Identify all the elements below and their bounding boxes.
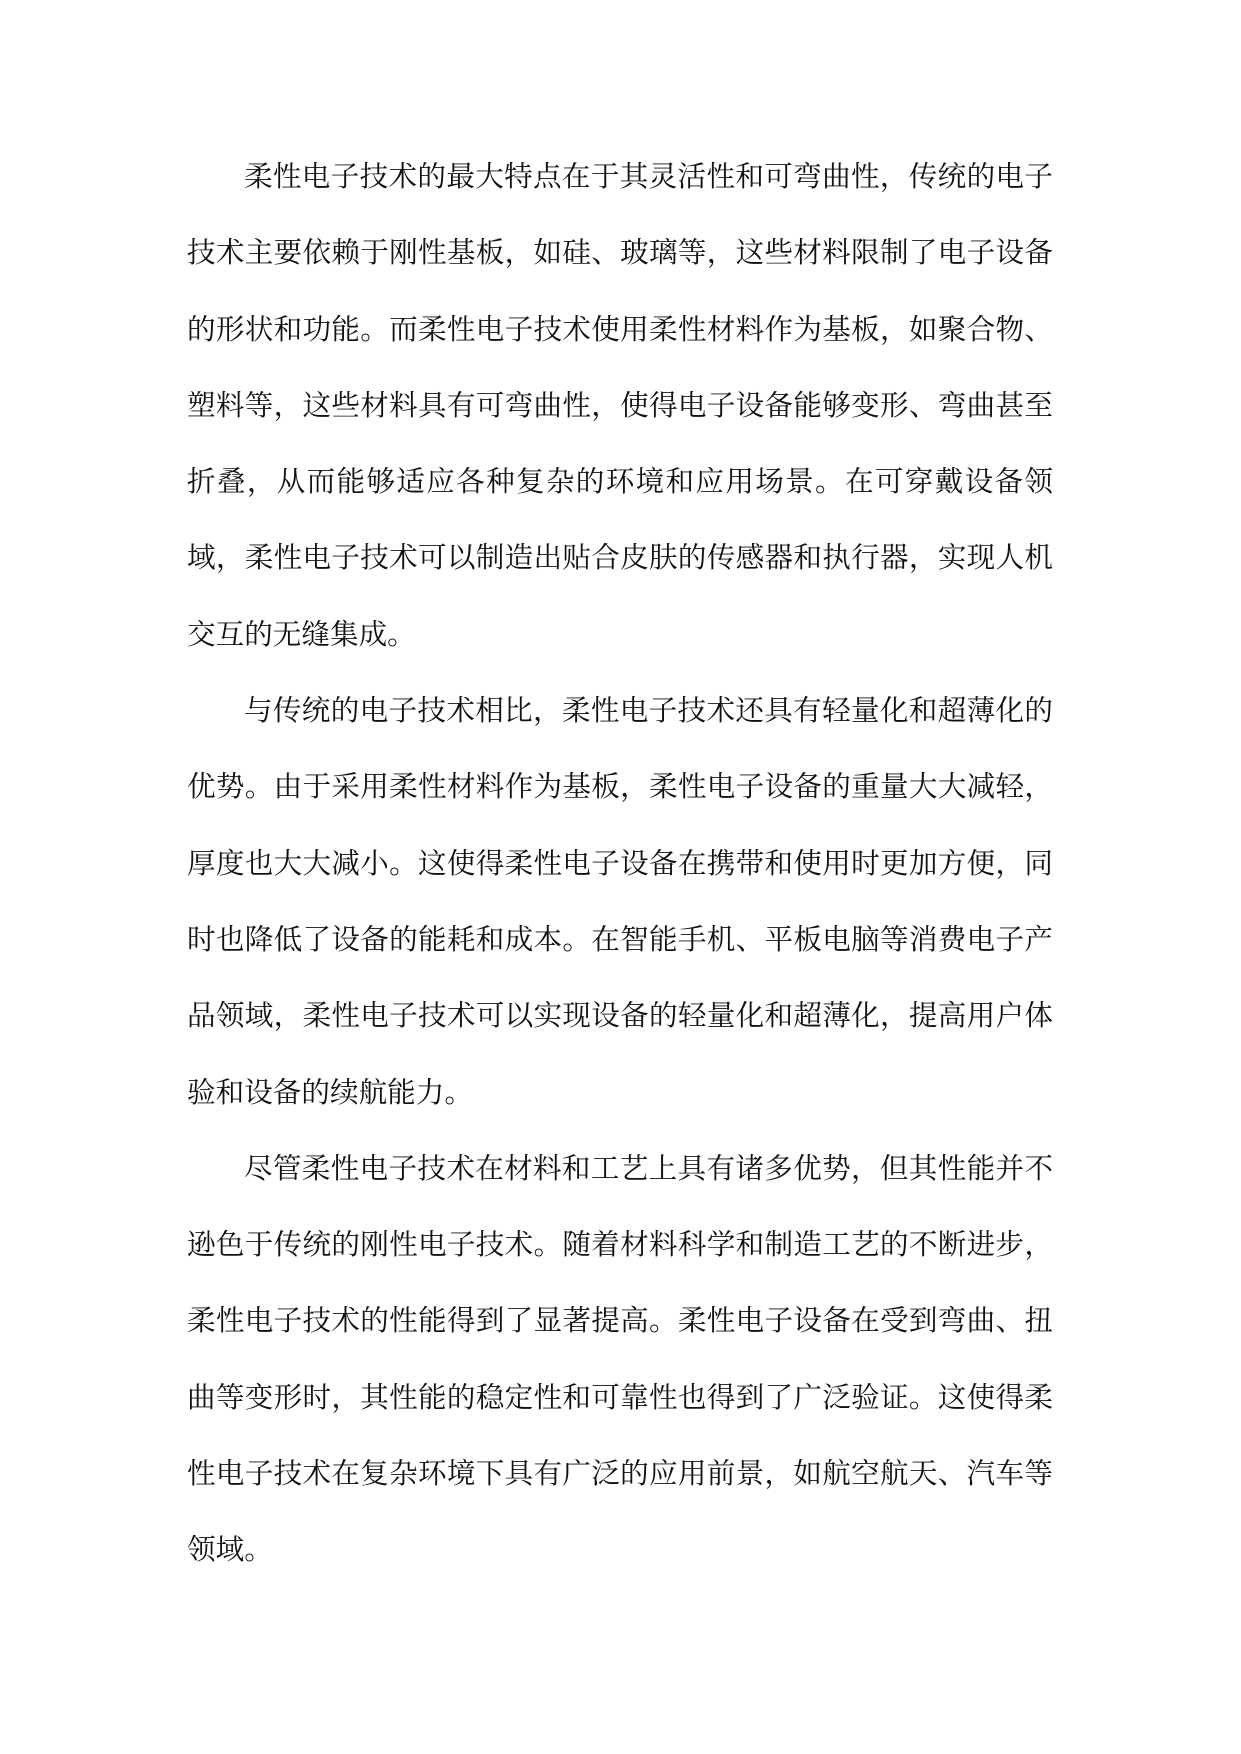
paragraph-2: 与传统的电子技术相比，柔性电子技术还具有轻量化和超薄化的优势。由于采用柔性材料作为基板，柔性电子设备的重量大大减轻，厚度也大大减小。这使得柔性电子设备在携带和使用时更加方便，同时也降低了设备的能耗和成本。在智能手机、平板电脑等消费电子产品领域，柔性电子技术可以实现设备的轻量化和超薄化，提高用户体验和设备的续航能力。 <box>187 693 1053 1109</box>
paragraph-1: 柔性电子技术的最大特点在于其灵活性和可弯曲性，传统的电子技术主要依赖于刚性基板，如硅、玻璃等，这些材料限制了电子设备的形状和功能。而柔性电子技术使用柔性材料作为基板，如聚合物、塑料等，这些材料具有可弯曲性，使得电子设备能够变形、弯曲甚至折叠，从而能够适应各种复杂的环境和应用场景。在可穿戴设备领域，柔性电子技术可以制造出贴合皮肤的传感器和执行器，实现人机交互的无缝集成。 <box>187 159 1053 651</box>
paragraph-3: 尽管柔性电子技术在材料和工艺上具有诸多优势，但其性能并不逊色于传统的刚性电子技术。随着材料科学和制造工艺的不断进步，柔性电子技术的性能得到了显著提高。柔性电子设备在受到弯曲、扭曲等变形时，其性能的稳定性和可靠性也得到了广泛验证。这使得柔性电子技术在复杂环境下具有广泛的应用前景，如航空航天、汽车等领域。 <box>187 1150 1053 1567</box>
body-text <box>187 138 1053 1588</box>
